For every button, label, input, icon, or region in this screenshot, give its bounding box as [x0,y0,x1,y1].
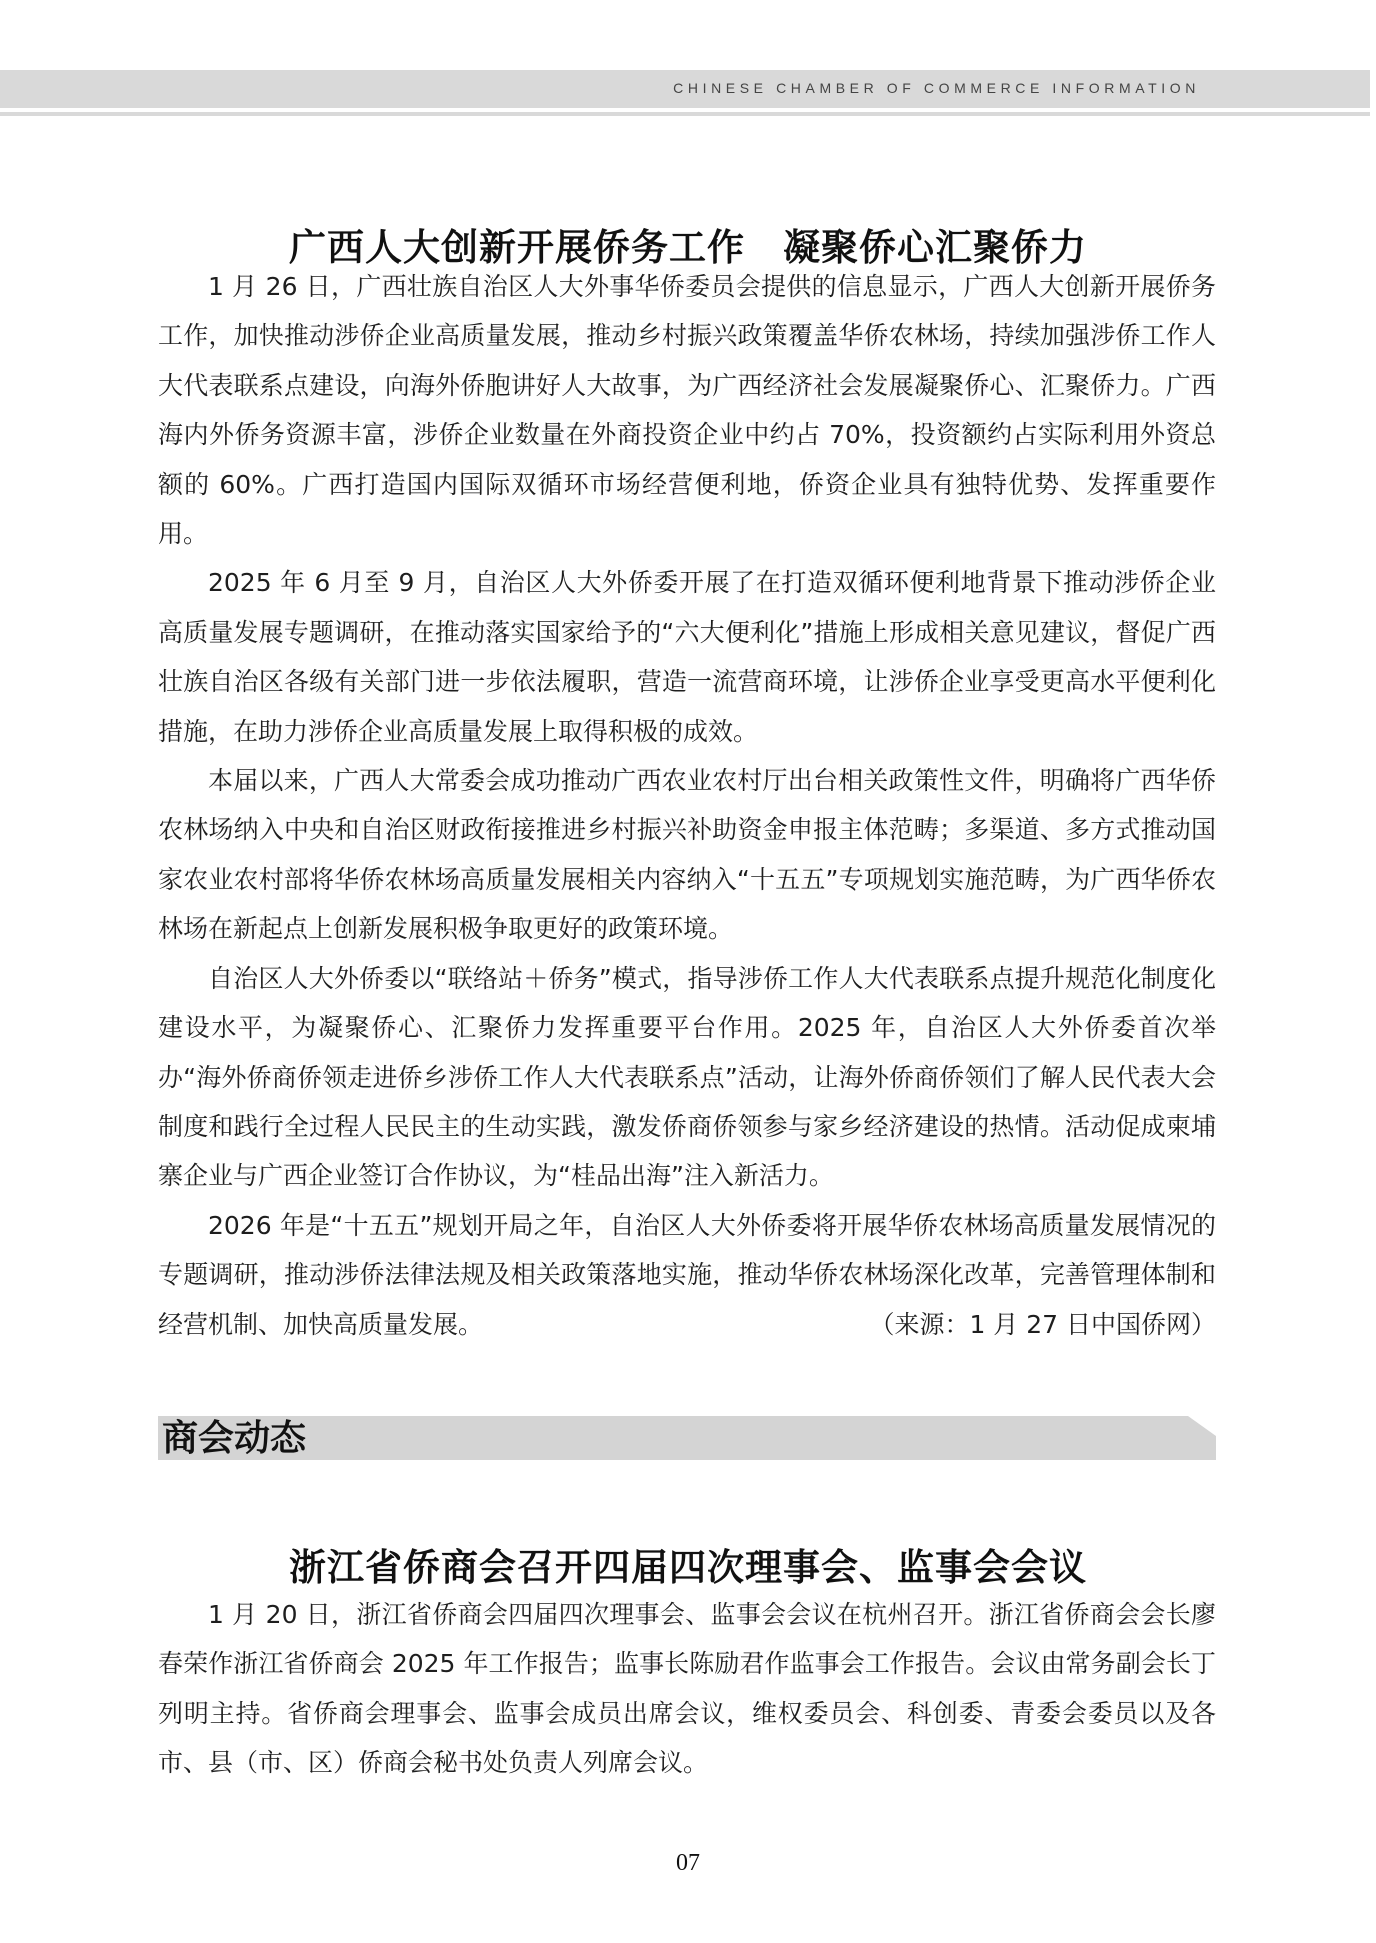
article-body [158,262,1216,1349]
article-paragraph: 2026 年是“十五五”规划开局之年，自治区人大外侨委将开展华侨农林场高质量发展情况的专题调研，推动涉侨法律法规及相关政策落地实施，推动华侨农林场深化改革，完善管理体制和经营机制、加快高质量发展。 [158,1210,1216,1339]
section-header [158,1416,1216,1460]
article-paragraph: 1 月 20 日，浙江省侨商会四届四次理事会、监事会会议在杭州召开。浙江省侨商会会长廖春荣作浙江省侨商会 2025 年工作报告；监事长陈励君作监事会工作报告。会议由常务副会长丁列明主持。省侨商会理事会、监事会成员出席会议，维权委员会、科创委、青委会委员以及各市、县（市、区）侨商会秘书处负责人列席会议。 [158,1600,1216,1778]
article-body [158,1590,1216,1788]
article-paragraph: 1 月 26 日，广西壮族自治区人大外事华侨委员会提供的信息显示，广西人大创新开展侨务工作，加快推动涉侨企业高质量发展，推动乡村振兴政策覆盖华侨农林场，持续加强涉侨工作人大代表联系点建设，向海外侨胞讲好人大故事，为广西经济社会发展凝聚侨心、汇聚侨力。广西海内外侨务资源丰富，涉侨企业数量在外商投资企业中约占 70%，投资额约占实际利用外资总额的 60%。广西打造国内国际双循环市场经营便利地，侨资企业具有独特优势、发挥重要作用。 [158,272,1216,549]
article-source: （来源：1 月 27 日中国侨网） [869,1309,1216,1339]
article-paragraph: 自治区人大外侨委以“联络站＋侨务”模式，指导涉侨工作人大代表联系点提升规范化制度化建设水平，为凝聚侨心、汇聚侨力发挥重要平台作用。2025 年，自治区人大外侨委首次举办“海外侨商侨领走进侨乡涉侨工作人大代表联系点”活动，让海外侨商侨领们了解人民代表大会制度和践行全过程人民民主的生动实践，激发侨商侨领参与家乡经济建设的热情。活动促成柬埔寨企业与广西企业签订合作协议，为“桂品出海”注入新活力。 [158,963,1216,1191]
page-number: 07 [676,1850,700,1876]
article-paragraph: 本届以来，广西人大常委会成功推动广西农业农村厅出台相关政策性文件，明确将广西华侨农林场纳入中央和自治区财政衔接推进乡村振兴补助资金申报主体范畴；多渠道、多方式推动国家农业农村部将华侨农林场高质量发展相关内容纳入“十五五”专项规划实施范畴，为广西华侨农林场在新起点上创新发展积极争取更好的政策环境。 [158,766,1216,944]
closing-paragraph-block [158,1201,1216,1349]
publication-name: CHINESE CHAMBER OF COMMERCE INFORMATION [673,80,1200,96]
article-paragraph: 2025 年 6 月至 9 月，自治区人大外侨委开展了在打造双循环便利地背景下推动涉侨企业高质量发展专题调研，在推动落实国家给予的“六大便利化”措施上形成相关意见建议，督促广西壮族自治区各级有关部门进一步依法履职，营造一流营商环境，让涉侨企业享受更高水平便利化措施，在助力涉侨企业高质量发展上取得积极的成效。 [158,568,1216,746]
header-rule [0,112,1370,116]
article-title: 浙江省侨商会召开四届四次理事会、监事会会议 [289,1545,1087,1589]
article-title: 广西人大创新开展侨务工作 凝聚侨心汇聚侨力 [289,225,1087,269]
section-header-background [158,1416,1216,1460]
section-title: 商会动态 [162,1417,307,1459]
